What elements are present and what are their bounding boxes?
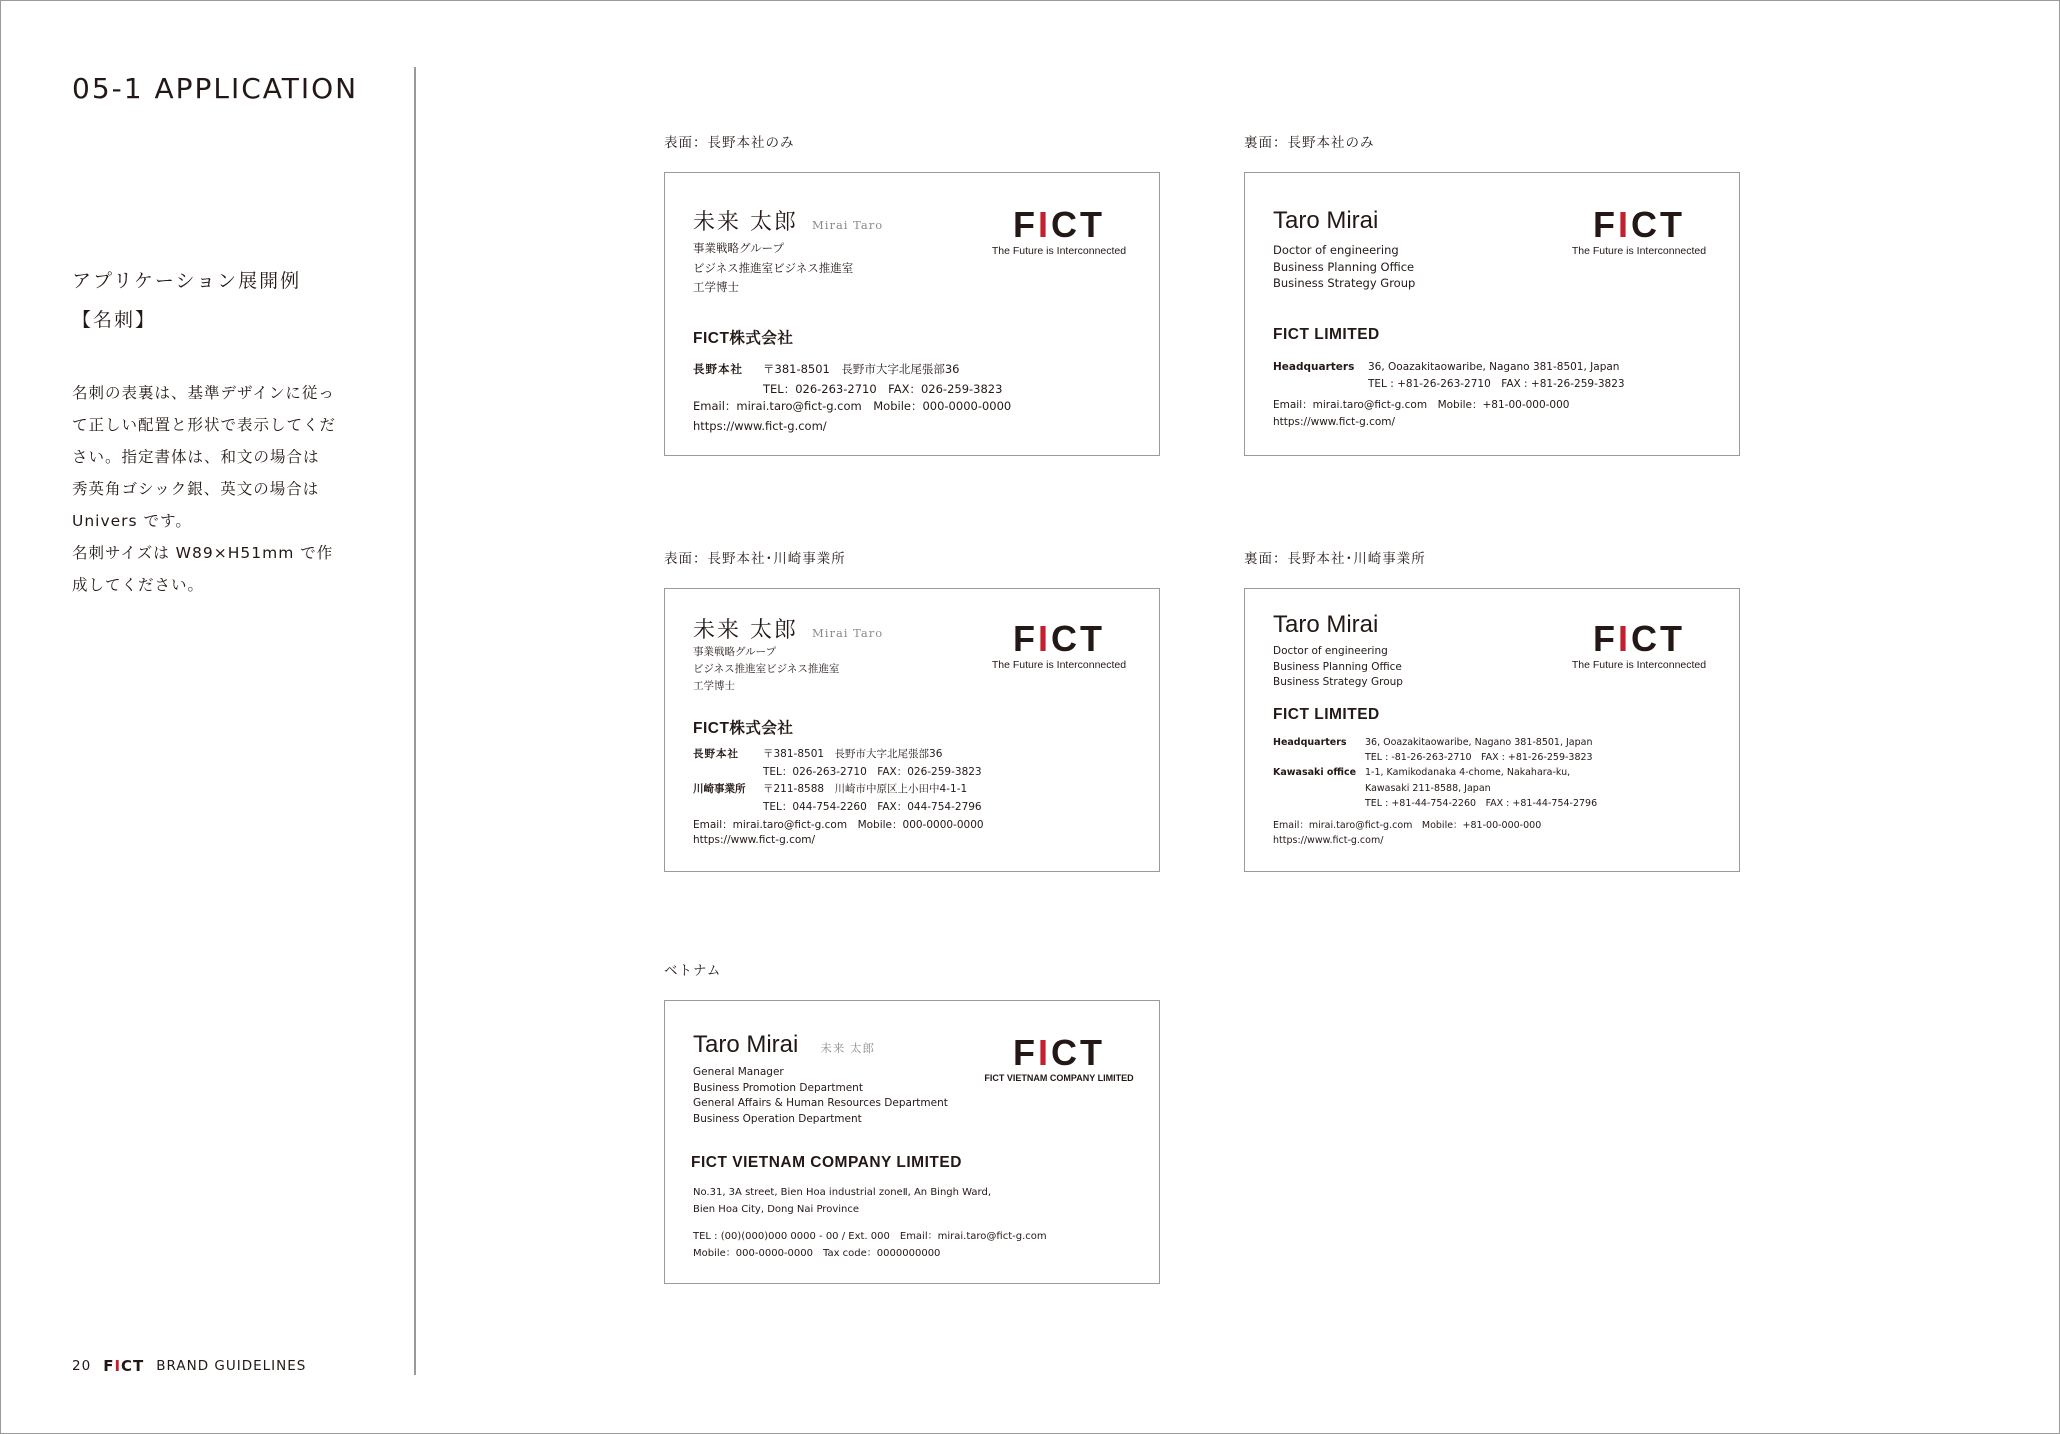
card-name: Taro Mirai xyxy=(1273,207,1379,234)
fict-logo: FICT The Future is Interconnected xyxy=(984,621,1134,671)
card-name: Taro Mirai xyxy=(693,1031,799,1058)
logo-tagline: The Future is Interconnected xyxy=(991,659,1127,671)
card-label: ベトナム xyxy=(664,963,722,979)
card-titles: 事業戦略グループ ビジネス推進室ビジネス推進室 工学博士 xyxy=(693,646,840,692)
card-name: 未来 太郎 xyxy=(693,618,798,643)
card-name-romaji: Mirai Taro xyxy=(812,218,884,232)
card-name-block xyxy=(693,205,883,236)
subtitle xyxy=(72,262,301,340)
business-card-front-nagano xyxy=(664,172,1160,456)
fict-logo: FICT The Future is Interconnected xyxy=(1564,207,1714,257)
business-card-back-nagano xyxy=(1244,172,1740,456)
description-line: 名刺の表裏は、基準デザインに従っ xyxy=(72,384,335,402)
business-card-front-nagano-kawasaki xyxy=(664,588,1160,872)
card-company: FICT株式会社 xyxy=(693,720,794,737)
fict-logo: FICT The Future is Interconnected xyxy=(984,207,1134,257)
card-titles: Doctor of engineering Business Planning Office Business Strategy Group xyxy=(1273,243,1416,290)
fict-logo: FICT The Future is Interconnected xyxy=(1564,621,1714,671)
footer-text: BRAND GUIDELINES xyxy=(156,1358,307,1374)
card-titles: 事業戦略グループ ビジネス推進室ビジネス推進室 工学博士 xyxy=(693,241,854,294)
description-line: 名刺サイズは W89×H51mm で作 xyxy=(72,544,334,562)
card-company: FICT VIETNAM COMPANY LIMITED xyxy=(691,1154,962,1171)
card-label: 表面：長野本社･川崎事業所 xyxy=(664,551,846,567)
business-card-back-nagano-kawasaki xyxy=(1244,588,1740,872)
card-address: No.31, 3A street, Bien Hoa industrial zoneⅡ, An Bingh Ward, Bien Hoa City, Dong Nai Province xyxy=(693,1187,992,1215)
logo-tagline: FICT VIETNAM COMPANY LIMITED xyxy=(984,1073,1134,1083)
subtitle-line: アプリケーション展開例 xyxy=(72,270,302,292)
card-name-jp: 未来 太郎 xyxy=(820,1041,876,1055)
logo-tagline: The Future is Interconnected xyxy=(1571,659,1707,671)
card-company: FICT株式会社 xyxy=(693,330,794,347)
description-line: 秀英角ゴシック銀、英文の場合は xyxy=(72,480,320,498)
card-address: Headquarters 36, Ooazakitaowaribe, Nagano 381-8501, Japan TEL : +81-26-263-2710 FAX : +81-26-259-3823 xyxy=(1273,361,1625,390)
card-address: Headquarters 36, Ooazakitaowaribe, Nagano 381-8501, Japan TEL : -81-26-263-2710 FAX : +81-26-259-3823 Kawasaki office 1-1, Kamikodanaka 4-chome, Nakahara-ku, Kawasaki 211-8588, Japan TEL : +81-44-754-2260 FAX : +81-44-754-2796 xyxy=(1273,737,1598,809)
card-contact: TEL : (00)(000)000 0000 - 00 / Ext. 000 Email：mirai.taro@fict-g.com Mobile：000-0000-0000 Tax code：0000000000 xyxy=(693,1231,1047,1259)
page-number: 20 xyxy=(72,1358,92,1374)
card-name: 未来 太郎 xyxy=(693,210,798,235)
column-divider xyxy=(414,67,416,1375)
logo-tagline: The Future is Interconnected xyxy=(991,245,1127,257)
page-footer xyxy=(72,1357,306,1375)
card-contact: Email：mirai.taro@fict-g.com Mobile：+81-00-000-000 https://www.fict-g.com/ xyxy=(1273,399,1570,428)
card-address: 長野本社 〒381-8501 長野市大字北尾張部36 TEL：026-263-2710 FAX：026-259-3823 xyxy=(693,362,1003,396)
card-company: FICT LIMITED xyxy=(1273,326,1380,343)
card-address: 長野本社 〒381-8501 長野市大字北尾張部36 TEL：026-263-2710 FAX：026-259-3823 川崎事業所 〒211-8588 川崎市中原区上小田中4-1-1 TEL：044-754-2260 FAX：044-754-2796 xyxy=(693,748,982,813)
card-label: 裏面：長野本社･川崎事業所 xyxy=(1244,551,1426,567)
description-line: て正しい配置と形状で表示してくだ xyxy=(72,416,337,434)
section-title: 05-1 APPLICATION xyxy=(72,72,359,105)
footer-logo: FICT xyxy=(103,1357,145,1375)
description-line: 成してください。 xyxy=(72,576,205,594)
card-contact: Email：mirai.taro@fict-g.com Mobile：+81-00-000-000 https://www.fict-g.com/ xyxy=(1273,820,1542,847)
subtitle-line: 【名刺】 xyxy=(72,309,157,331)
card-label: 表面：長野本社のみ xyxy=(664,135,795,151)
fict-logo: FICT FICT VIETNAM COMPANY LIMITED xyxy=(984,1032,1134,1083)
card-name-block xyxy=(693,1031,875,1059)
card-name-romaji: Mirai Taro xyxy=(812,626,884,640)
business-card-vietnam xyxy=(664,1000,1160,1284)
card-titles: General Manager Business Promotion Department General Affairs & Human Resources Department Business Operation Department xyxy=(693,1066,948,1125)
card-label: 裏面：長野本社のみ xyxy=(1244,135,1375,151)
card-company: FICT LIMITED xyxy=(1273,706,1380,723)
description xyxy=(72,377,344,601)
card-titles: Doctor of engineering Business Planning Office Business Strategy Group xyxy=(1273,645,1403,688)
card-contact: Email：mirai.taro@fict-g.com Mobile：000-0000-0000 https://www.fict-g.com/ xyxy=(693,819,984,846)
card-name: Taro Mirai xyxy=(1273,611,1379,638)
description-line: Univers です。 xyxy=(72,512,192,530)
logo-tagline: The Future is Interconnected xyxy=(1571,245,1707,257)
card-name-block xyxy=(693,613,883,644)
card-contact: Email：mirai.taro@fict-g.com Mobile：000-0000-0000 https://www.fict-g.com/ xyxy=(693,399,1012,433)
description-line: さい。指定書体は、和文の場合は xyxy=(72,448,320,466)
